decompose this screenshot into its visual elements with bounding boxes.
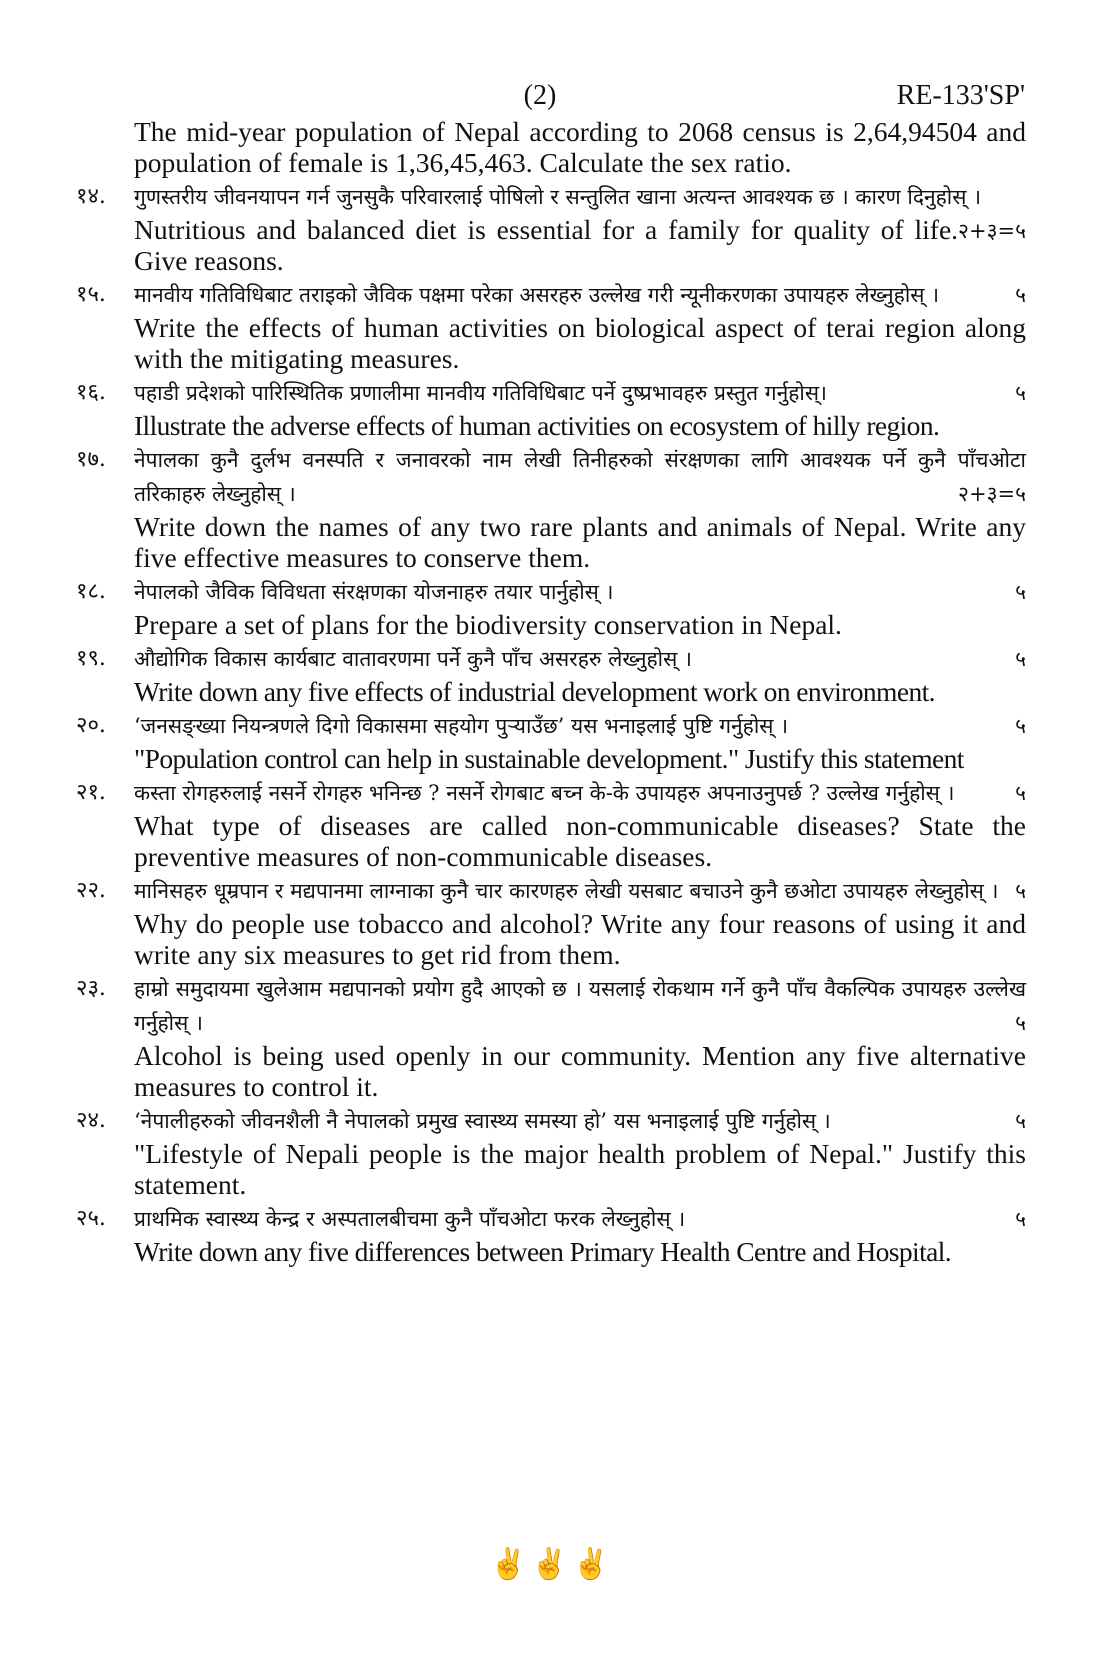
question-number: २३. [76,976,106,1001]
question-english-text: Alcohol is being used openly in our community. Mention any five alternative measures to control it. [134,1040,1026,1102]
question-19 [76,642,1026,707]
question-english-text: Write down the names of any two rare plants and animals of Nepal. Write any five effective measures to conserve them. [134,511,1026,573]
question-english-text: The mid-year population of Nepal according to 2068 census is 2,64,94504 and population of female is 1,36,45,463. Calculate the sex ratio. [134,116,1026,178]
marks: ५ [1015,781,1026,805]
question-18 [76,575,1026,640]
question-nepali-text: नेपालको जैविक विविधता संरक्षणका योजनाहरु तयार पार्नुहोस् । ५ [134,575,1026,609]
page-number: (2) [523,80,557,111]
question-nepali-text: मानवीय गतिविधिबाट तराइको जैविक पक्षमा परेका असरहरु उल्लेख गरी न्यूनीकरणका उपायहरु लेख्नुहोस् । ५ [134,278,1026,312]
question-number: १४. [76,184,106,209]
question-number: २१. [76,780,106,805]
question-nepali-text: कस्ता रोगहरुलाई नसर्ने रोगहरु भनिन्छ ? नसर्ने रोगबाट बच्न के-के उपायहरु अपनाउनुपर्छ ? उल्लेख गर्नुहोस् । ५ [134,776,1026,810]
marks: २+३=५ [958,219,1026,243]
question-25 [76,1202,1026,1267]
question-nepali-text: प्राथमिक स्वास्थ्य केन्द्र र अस्पतालबीचमा कुनै पाँचओटा फरक लेख्नुहोस् । ५ [134,1202,1026,1236]
marks: ५ [1015,647,1026,671]
question-23 [76,972,1026,1102]
question-number: १८. [76,579,106,604]
question-number: २५. [76,1206,106,1231]
question-number: २०. [76,713,106,738]
question-21 [76,776,1026,872]
marks: ५ [1015,580,1026,604]
question-english-text: What type of diseases are called non-communicable diseases? State the preventive measures of non-communicable diseases. [134,810,1026,872]
marks: ५ [1015,879,1026,903]
marks: ५ [1015,283,1026,307]
end-of-paper-mark: ✌✌✌ [489,1547,614,1582]
question-17 [76,443,1026,573]
question-nepali-text: पहाडी प्रदेशको पारिस्थितिक प्रणालीमा मानवीय गतिविधिबाट पर्ने दुष्प्रभावहरु प्रस्तुत गर्नुहोस्। ५ [134,376,1026,410]
question-16 [76,376,1026,441]
question-english-text: Why do people use tobacco and alcohol? Write any four reasons of using it and write any six measures to get rid from them. [134,908,1026,970]
question-14 [76,180,1026,276]
question-22 [76,874,1026,970]
marks: २+३=५ [958,482,1026,506]
paper-code: RE-133'SP' [896,80,1025,111]
question-number: १९. [76,646,106,671]
marks: ५ [1015,714,1026,738]
question-15 [76,278,1026,374]
question-english-text: "Lifestyle of Nepali people is the major health problem of Nepal." Justify this statement. [134,1138,1026,1200]
question-english-text: Illustrate the adverse effects of human activities on ecosystem of hilly region. [134,410,940,441]
marks: ५ [1015,1109,1026,1133]
question-nepali-text: नेपालका कुनै दुर्लभ वनस्पति र जनावरको नाम लेखी तिनीहरुको संरक्षणका लागि आवश्यक पर्ने कुनै पाँचओटा तरिकाहरु लेख्नुहोस् । २+३=५ [134,443,1026,511]
question-13-english [76,116,1026,178]
question-number: १६. [76,380,106,405]
marks: ५ [1015,1207,1026,1231]
question-nepali-text: हाम्रो समुदायमा खुलेआम मद्यपानको प्रयोग हुदै आएको छ । यसलाई रोकथाम गर्ने कुनै पाँच वैकल्पिक उपायहरु उल्लेख गर्नुहोस् । ५ [134,972,1026,1040]
question-english-text: Write down any five effects of industrial development work on environment. [134,676,935,707]
question-english-text: Prepare a set of plans for the biodiversity conservation in Nepal. [134,609,842,640]
question-english-text: Write down any five differences between Primary Health Centre and Hospital. [134,1236,952,1267]
question-number: १५. [76,282,106,307]
question-nepali-text: ‘नेपालीहरुको जीवनशैली नै नेपालको प्रमुख स्वास्थ्य समस्या हो’ यस भनाइलाई पुष्टि गर्नुहोस् । ५ [134,1104,1026,1138]
question-nepali-text: गुणस्तरीय जीवनयापन गर्न जुनसुकै परिवारलाई पोषिलो र सन्तुलित खाना अत्यन्त आवश्यक छ । कारण दिनुहोस् । २+३=५ [134,180,1026,214]
marks: ५ [1015,1011,1026,1035]
question-nepali-text: औद्योगिक विकास कार्यबाट वातावरणमा पर्ने कुनै पाँच असरहरु लेख्नुहोस् । ५ [134,642,1026,676]
question-list [76,116,1026,1269]
question-nepali-text: मानिसहरु धूम्रपान र मद्यपानमा लाग्नाका कुनै चार कारणहरु लेखी यसबाट बचाउने कुनै छओटा उपायहरु लेख्नुहोस् । ५ [134,874,1026,908]
question-english-text: Write the effects of human activities on biological aspect of terai region along with the mitigating measures. [134,312,1026,374]
question-number: १७. [76,447,106,472]
question-24 [76,1104,1026,1200]
question-number: २२. [76,878,106,903]
question-nepali-text: ‘जनसङ्ख्या नियन्त्रणले दिगो विकासमा सहयोग पुर्‍याउँछ’ यस भनाइलाई पुष्टि गर्नुहोस् । ५ [134,709,1026,743]
question-20 [76,709,1026,774]
question-english-text: Nutritious and balanced diet is essential for a family for quality of life. Give reasons. [134,214,959,276]
question-english-text: "Population control can help in sustainable development." Justify this statement [134,743,964,774]
question-number: २४. [76,1108,106,1133]
marks: ५ [1015,381,1026,405]
